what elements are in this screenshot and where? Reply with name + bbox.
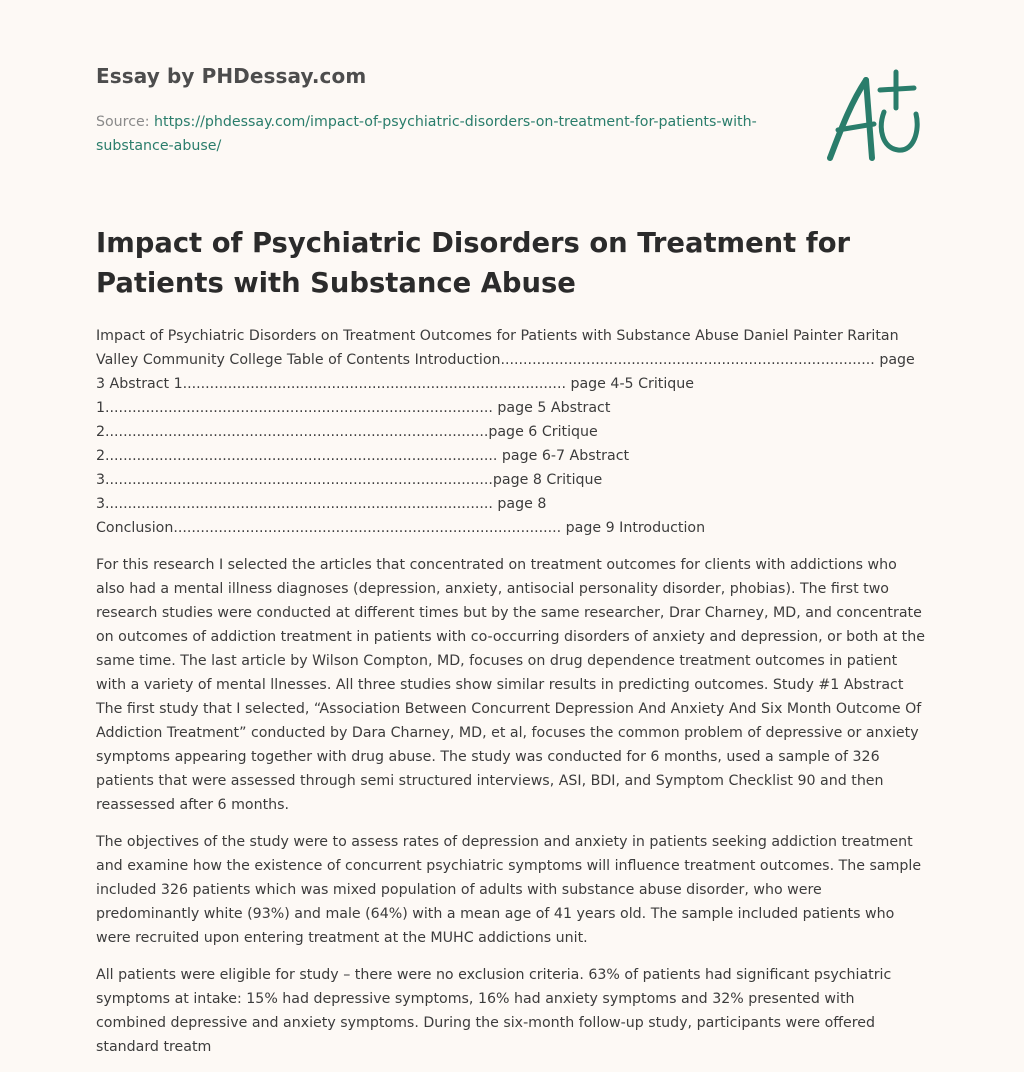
paragraph: Impact of Psychiatric Disorders on Treatment Outcomes for Patients with Substance Abuse Daniel Painter Raritan Valley Community College Table of Contents Introduction................................................................................... page 3 Abstract 1..................................................................................... page 4-5 Critique 1...................................................................................... page 5 Abstract 2.....................................................................................page 6 Critique 2....................................................................................... page 6-7 Abstract 3......................................................................................page 8 Critique 3...................................................................................... page 8 Conclusion...................................................................................... page 9 Introduction [96,328,915,536]
source-link[interactable]: https://phdessay.com/impact-of-psychiatric-disorders-on-treatment-for-patients-with-substance-abuse/ [96,114,757,154]
source-line [96,110,796,158]
essay-body [96,324,928,1072]
a-plus-grade-icon [824,68,928,164]
paragraph: For this research I selected the articles that concentrated on treatment outcomes for clients with addictions who also had a mental illness diagnoses (depression, anxiety, antisocial personality disorder, phobias). The first two research studies were conducted at different times but by the same researcher, Drar Charney, MD, and concentrate on outcomes of addiction treatment in patients with co-occurring disorders of anxiety and depression, or both at the same time. The last article by Wilson Compton, MD, focuses on drug dependence treatment outcomes in patient with a variety of mental llnesses. All three studies show similar results in predicting outcomes. Study #1 Abstract The first study that I selected, “Association Between Concurrent Depression And Anxiety And Six Month Outcome Of Addiction Treatment” conducted by Dara Charney, MD, et al, focuses the common problem of depressive or anxiety symptoms appearing together with drug abuse. The study was conducted for 6 months, used a sample of 326 patients that were assessed through semi structured interviews, ASI, BDI, and Symptom Checklist 90 and then reassessed after 6 months. [96,557,925,813]
paragraph: The objectives of the study were to assess rates of depression and anxiety in patients seeking addiction treatment and examine how the existence of concurrent psychiatric symptoms will influence treatment outcomes. The sample included 326 patients which was mixed population of adults with substance abuse disorder, who were predominantly white (93%) and male (64%) with a mean age of 41 years old. The sample included patients who were recruited upon entering treatment at the MUHC addictions unit. [96,834,922,946]
paragraph: All patients were eligible for study – there were no exclusion criteria. 63% of patients had significant psychiatric symptoms at intake: 15% had depressive symptoms, 16% had anxiety symptoms and 32% presented with combined depressive and anxiety symptoms. During the six-month follow-up study, participants were offered standard treatm [96,967,892,1055]
source-label: Source: [96,114,150,130]
essay-title: Impact of Psychiatric Disorders on Treatment for Patients with Substance Abuse [96,228,851,299]
site-brand: Essay by PHDessay.com [96,64,367,88]
